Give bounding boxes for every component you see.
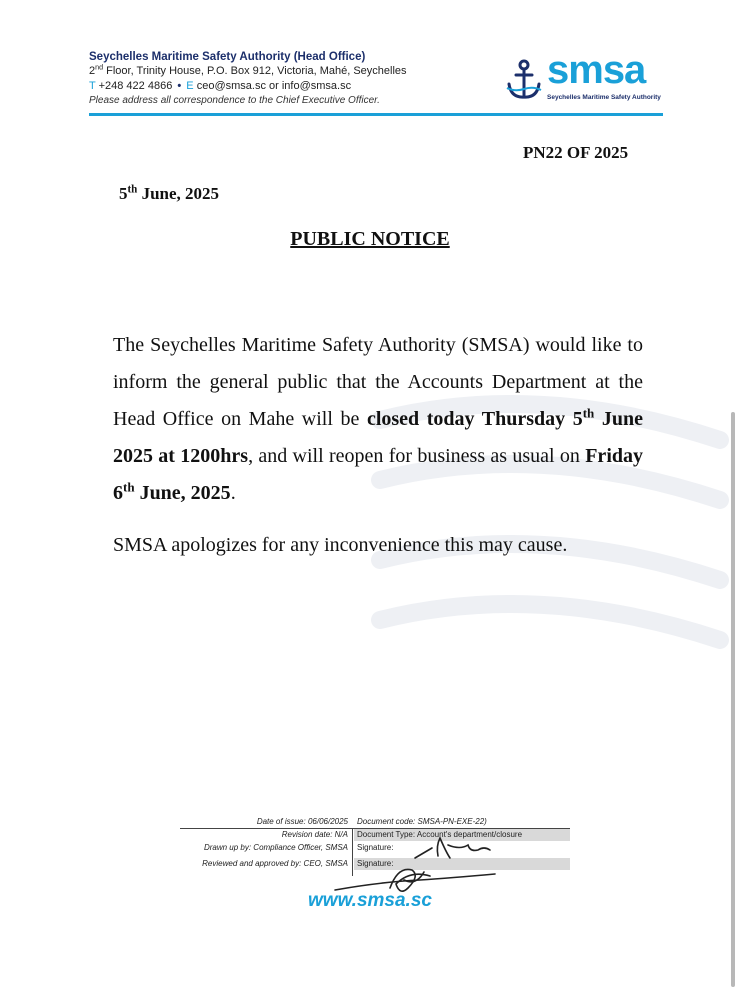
email-label: E bbox=[186, 80, 194, 92]
logo-wordmark: smsa bbox=[547, 48, 646, 92]
notice-paragraph-main: The Seychelles Maritime Safety Authority (SMSA) would like to inform the general public that the Accounts Department at the Head Office on Mahe will be closed today Thursday 5th June 2025 at 1200hrs, and will reopen for business as usual on Friday 6th June, 2025. bbox=[113, 334, 643, 504]
document-code: Document code: SMSA-PN-EXE-22) bbox=[357, 817, 487, 826]
logo-subtitle: Seychelles Maritime Safety Authority bbox=[547, 94, 661, 101]
organization-address: 2nd Floor, Trinity House, P.O. Box 912, Victoria, Mahé, Seychelles bbox=[89, 63, 407, 77]
phone-label: T bbox=[89, 80, 96, 92]
signature-line-2: Signature: bbox=[354, 858, 570, 870]
separator-bullet: • bbox=[177, 80, 182, 92]
drawn-up-by: Drawn up by: Compliance Officer, SMSA bbox=[203, 843, 348, 852]
revision-date: Revision date: N/A bbox=[281, 830, 348, 839]
notice-date: 5th June, 2025 bbox=[119, 183, 220, 203]
notice-reference: PN22 OF 2025 bbox=[523, 143, 629, 162]
notice-heading: PUBLIC NOTICE bbox=[290, 228, 450, 250]
email-addresses: ceo@smsa.sc or info@smsa.sc bbox=[196, 80, 352, 92]
phone-number: +248 422 4866 bbox=[98, 80, 173, 92]
correspondence-note: Please address all correspondence to the Chief Executive Officer. bbox=[89, 95, 380, 106]
organization-name: Seychelles Maritime Safety Authority (Head Office) bbox=[89, 51, 366, 63]
signature-line-1: Signature: bbox=[357, 843, 394, 852]
notice-paragraph-apology: SMSA apologizes for any inconvenience this may cause. bbox=[113, 534, 568, 556]
reviewed-by: Reviewed and approved by: CEO, SMSA bbox=[202, 859, 348, 868]
document-type: Document Type: Account's department/closure bbox=[354, 829, 570, 841]
date-of-issue: Date of issue: 06/06/2025 bbox=[256, 817, 348, 826]
website-link[interactable]: www.smsa.sc bbox=[308, 890, 432, 911]
vertical-scrollbar[interactable] bbox=[731, 412, 735, 987]
